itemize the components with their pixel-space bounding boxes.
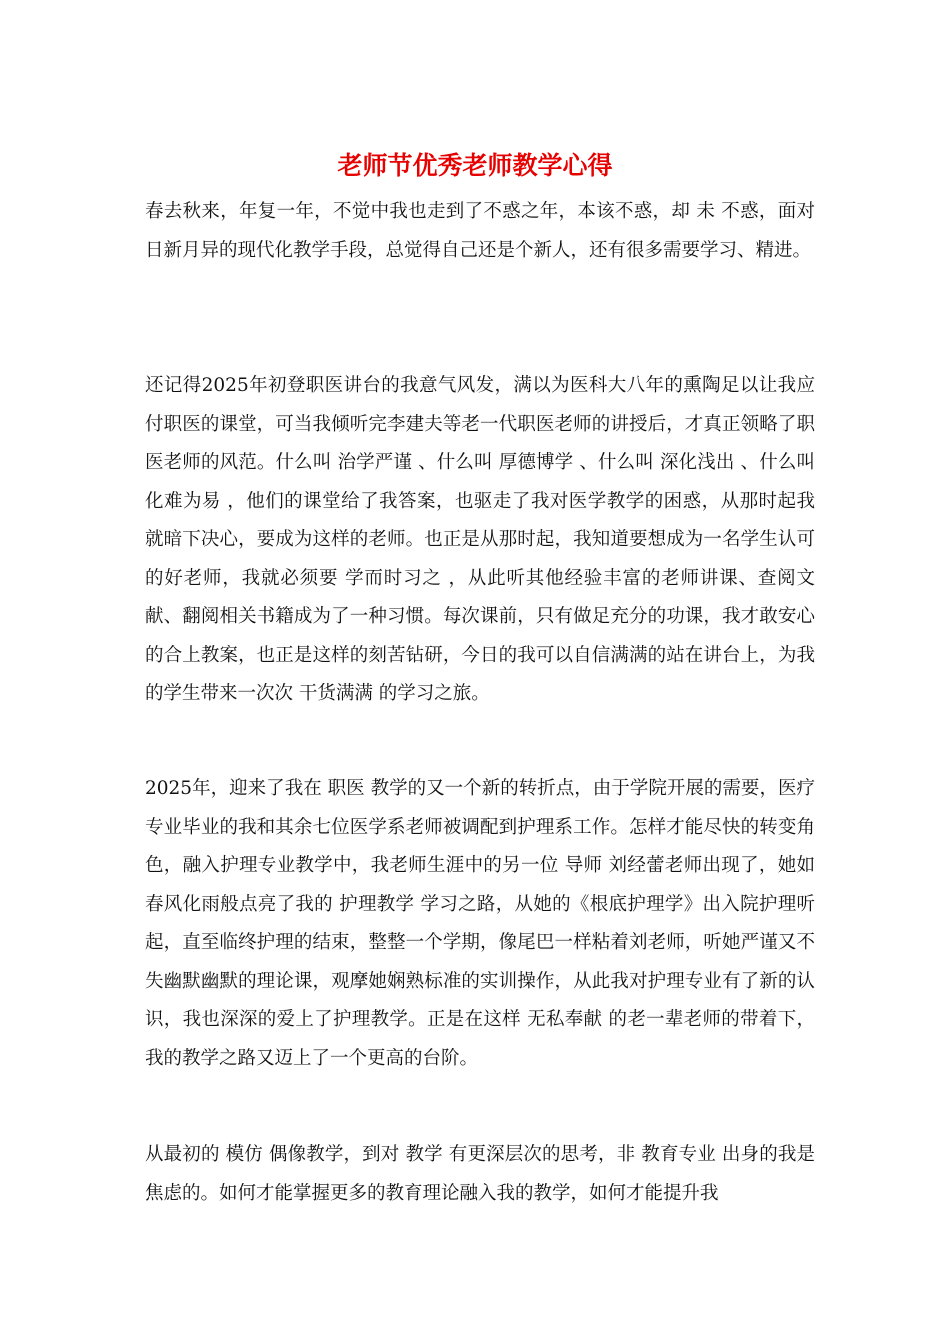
document-title: 老师节优秀老师教学心得 — [337, 151, 613, 180]
paragraph-intro: 春去秋来，年复一年，不觉中我也走到了不惑之年，本该不惑，却 未 不惑，面对日新月异的现代化教学手段，总觉得自己还是个新人，还有很多需要学习、精进。 — [145, 201, 815, 261]
paragraph-reflection: 从最初的 模仿 偶像教学，到对 教学 有更深层次的思考，非 教育专业 出身的我是焦虑的。如何才能掌握更多的教育理论融入我的教学，如何才能提升我 — [145, 1144, 815, 1204]
paragraph-nursing-transfer: 2025年，迎来了我在 职医 教学的又一个新的转折点，由于学院开展的需要，医疗专业毕业的我和其余七位医学系老师被调配到护理系工作。怎样才能尽快的转变角色，融入护理专业教学中，我老师生涯中的另一位 导师 刘经蕾老师出现了，她如春风化雨般点亮了我的 护理教学 学习之路，从她的《根底护理学》出入院护理听起，直至临终护理的结束，整整一个学期，像尾巴一样粘着刘老师，听她严谨又不失幽默幽默的理论课，观摩她娴熟标准的实训操作，从此我对护理专业有了新的认识，我也深深的爱上了护理教学。正是在这样 无私奉献 的老一辈老师的带着下，我的教学之路又迈上了一个更高的台阶。 — [145, 778, 815, 1069]
paragraph-first-teaching: 还记得2025年初登职医讲台的我意气风发，满以为医科大八年的熏陶足以让我应付职医的课堂，可当我倾听完李建夫等老一代职医老师的讲授后，才真正领略了职医老师的风范。什么叫 治学严谨 、什么叫 厚德博学 、什么叫 深化浅出 、什么叫 化难为易 ，他们的课堂给了我答案，也驱走了我对医学教学的困惑，从那时起我就暗下决心，要成为这样的老师。也正是从那时起，我知道要想成为一名学生认可的好老师，我就必须要 学而时习之 ，从此听其他经验丰富的老师讲课、查阅文献、翻阅相关书籍成为了一种习惯。每次课前，只有做足充分的功课，我才敢安心的合上教案，也正是这样的刻苦钻研，今日的我可以自信满满的站在讲台上，为我的学生带来一次次 干货满满 的学习之旅。 — [145, 375, 815, 704]
